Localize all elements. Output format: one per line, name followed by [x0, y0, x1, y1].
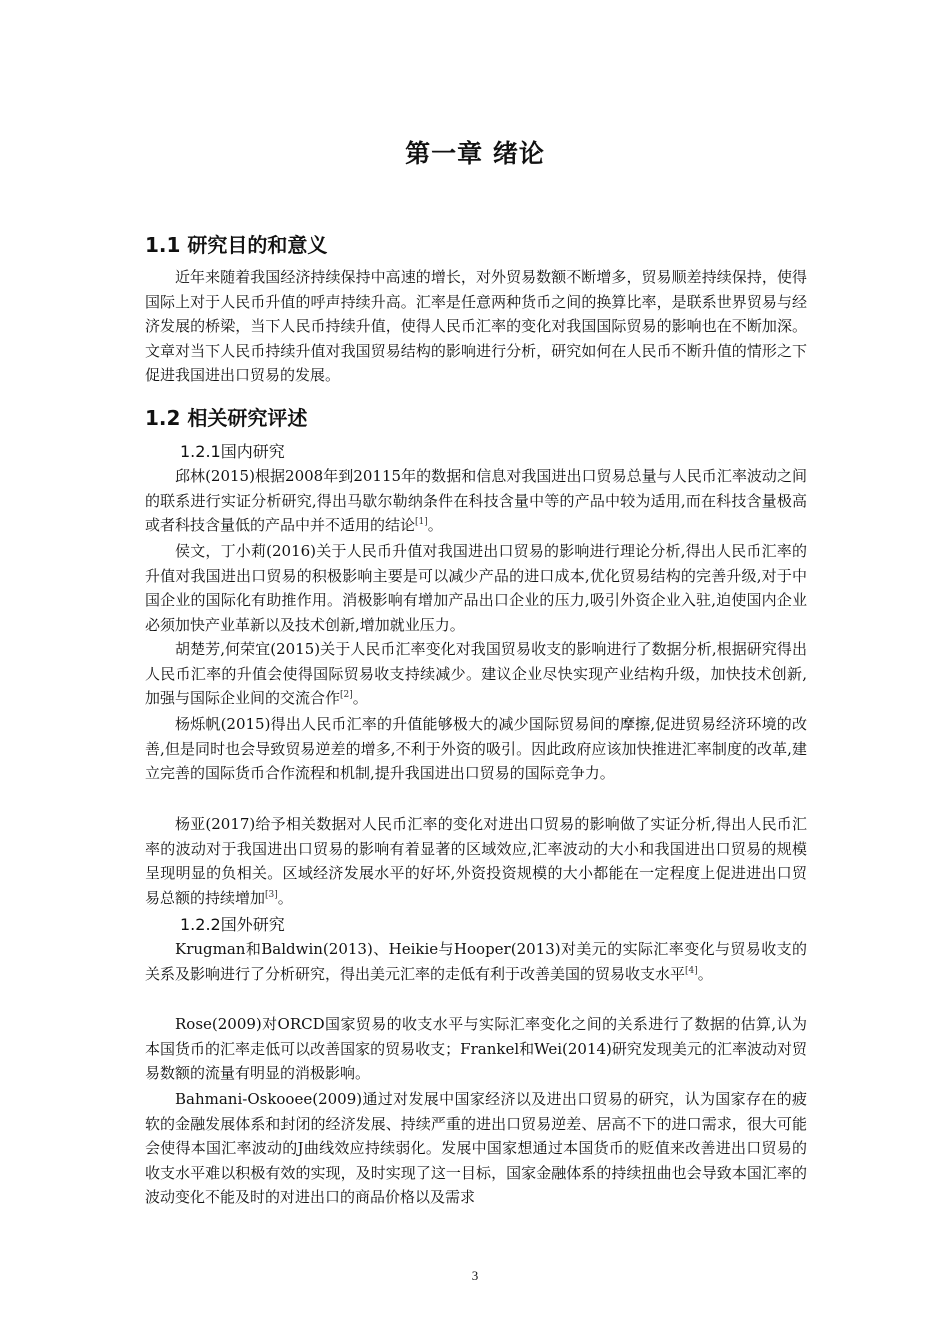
subsection-heading-1-2-2: 1.2.2国外研究: [180, 915, 285, 934]
paragraph-domestic-2: 侯文，丁小莉(2016)关于人民币升值对我国进出口贸易的影响进行理论分析,得出人民币汇率的升值对我国进出口贸易的积极影响主要是可以减少产品的进口成本,优化贸易结构的完善升级,对于中国企业的国际化有助推作用。消极影响有增加产品出口企业的压力,吸引外资企业入驻,迫使国内企业必须加快产业革新以及技术创新,增加就业压力。: [145, 542, 807, 634]
paragraph-domestic-1: 邱林(2015)根据2008年到20115年的数据和信息对我国进出口贸易总量与人民币汇率波动之间的联系进行实证分析研究,得出马歇尔勒纳条件在科技含量中等的产品中较为适用,而在科技含量极高或者科技含量低的产品中并不适用的结论[1]。: [145, 467, 807, 534]
paragraph-foreign-1: Krugman和Baldwin(2013)、Heikie与Hooper(2013)对美元的实际汇率变化与贸易收支的关系及影响进行了分析研究，得出美元汇率的走低有利于改善美国的贸易收支水平[4]。: [145, 940, 807, 983]
chapter-title: 第一章 绪论: [405, 139, 545, 168]
subsection-heading-1-2-1: 1.2.1国内研究: [180, 442, 285, 461]
section-heading-1-2: 1.2 相关研究评述: [145, 406, 308, 430]
section-heading-1-1: 1.1 研究目的和意义: [145, 233, 328, 257]
citation-ref: [1]: [415, 517, 428, 527]
citation-ref: [4]: [685, 965, 698, 976]
page-number: 3: [471, 1268, 479, 1283]
citation-ref: [2]: [340, 690, 353, 700]
paragraph-domestic-5: 杨亚(2017)给予相关数据对人民币汇率的变化对进出口贸易的影响做了实证分析,得出人民币汇率的波动对于我国进出口贸易的影响有着显著的区域效应,汇率波动的大小和我国进出口贸易的规模呈现明显的负相关。区域经济发展水平的好坏,外资投资规模的大小都能在一定程度上促进进出口贸易总额的持续增加[3]。: [145, 815, 807, 907]
paragraph-domestic-4: 杨烁帆(2015)得出人民币汇率的升值能够极大的减少国际贸易间的摩擦,促进贸易经济环境的改善,但是同时也会导致贸易逆差的增多,不利于外资的吸引。因此政府应该加快推进汇率制度的改革,建立完善的国际货币合作流程和机制,提升我国进出口贸易的国际竞争力。: [145, 715, 807, 782]
paragraph-foreign-2: Rose(2009)对ORCD国家贸易的收支水平与实际汇率变化之间的关系进行了数据的估算,认为本国货币的汇率走低可以改善国家的贸易收支；Frankel和Wei(2014)研究发现美元的汇率波动对贸易数额的流量有明显的消极影响。: [145, 1015, 807, 1082]
paragraph-purpose: 近年来随着我国经济持续保持中高速的增长，对外贸易数额不断增多，贸易顺差持续保持，使得国际上对于人民币升值的呼声持续升高。汇率是任意两种货币之间的换算比率，是联系世界贸易与经济发展的桥梁，当下人民币持续升值，使得人民币汇率的变化对我国国际贸易的影响也在不断加深。文章对当下人民币持续升值对我国贸易结构的影响进行分析，研究如何在人民币不断升值的情形之下促进我国进出口贸易的发展。: [145, 268, 807, 384]
paragraph-domestic-3: 胡楚芳,何荣宜(2015)关于人民币汇率变化对我国贸易收支的影响进行了数据分析,根据研究得出人民币汇率的升值会使得国际贸易收支持续减少。建议企业尽快实现产业结构升级，加快技术创新,加强与国际企业间的交流合作[2]。: [145, 640, 807, 707]
paragraph-foreign-3: Bahmani-Oskooee(2009)通过对发展中国家经济以及进出口贸易的研究，认为国家存在的疲软的金融发展体系和封闭的经济发展、持续严重的进出口贸易逆差、居高不下的进口需求，很大可能会使得本国汇率波动的J曲线效应持续弱化。发展中国家想通过本国货币的贬值来改善进出口贸易的收支水平难以积极有效的实现，及时实现了这一目标，国家金融体系的持续扭曲也会导致本国汇率的波动变化不能及时的对进出口的商品价格以及需求: [145, 1090, 807, 1206]
citation-ref: [3]: [265, 889, 278, 900]
